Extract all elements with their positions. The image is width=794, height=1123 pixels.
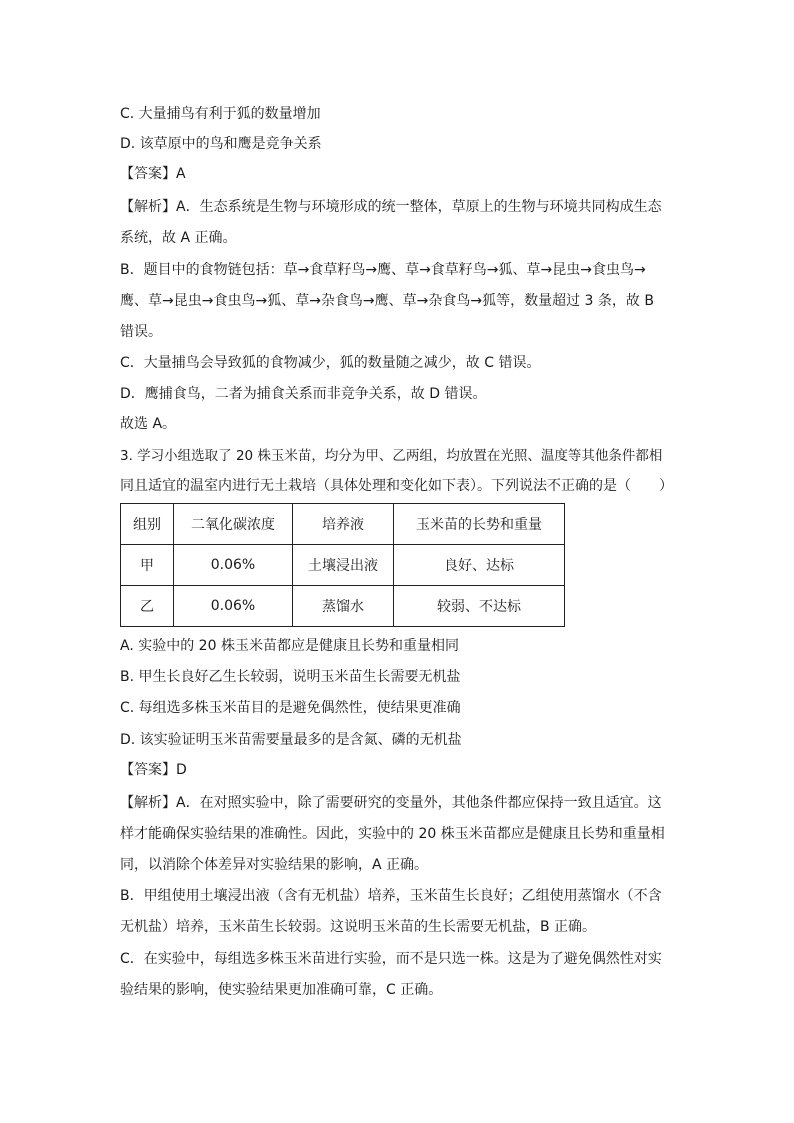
q2-analysis-a-line1: 【解析】A．生态系统是生物与环境形成的统一整体，草原上的生物与环境共同构成生态	[120, 199, 662, 215]
table-cell: 0.06%	[174, 586, 293, 627]
q3-answer: 【答案】D	[120, 762, 187, 778]
q2-analysis-d: D．鹰捕食鸟，二者为捕食关系而非竞争关系，故 D 错误。	[120, 386, 487, 402]
table-header-row	[121, 504, 565, 545]
table-cell: 乙	[121, 586, 174, 627]
q3-stem-line2: 同且适宜的温室内进行无土栽培（具体处理和变化如下表）。下列说法不正确的是（ ）	[120, 478, 673, 494]
q3-option-c: C. 每组选多株玉米苗目的是避免偶然性，使结果更准确	[120, 700, 461, 716]
q3-analysis-b-line1: B．甲组使用土壤浸出液（含有无机盐）培养，玉米苗生长良好；乙组使用蒸馏水（不含	[120, 888, 662, 904]
q2-option-c: C. 大量捕鸟有利于狐的数量增加	[120, 106, 321, 122]
q2-analysis-b-line3: 错误。	[120, 324, 162, 340]
q2-conclusion: 故选 A。	[120, 416, 177, 432]
table-row	[121, 545, 565, 586]
table-row	[121, 586, 565, 627]
table-cell: 0.06%	[174, 545, 293, 586]
table-cell: 蒸馏水	[293, 586, 394, 627]
q3-analysis-a-line3: 同，以消除个体差异对实验结果的影响，A 正确。	[120, 857, 429, 873]
table-cell: 较弱、不达标	[394, 586, 565, 627]
q2-analysis-c: C．大量捕鸟会导致狐的食物减少，狐的数量随之减少，故 C 错误。	[120, 355, 541, 371]
table-cell: 甲	[121, 545, 174, 586]
experiment-table	[120, 503, 565, 627]
q3-analysis-a-line2: 样才能确保实验结果的准确性。因此，实验中的 20 株玉米苗都应是健康且长势和重量相	[120, 826, 665, 842]
q3-analysis-a-line1: 【解析】A．在对照实验中，除了需要研究的变量外，其他条件都应保持一致且适宜。这	[120, 795, 662, 811]
q3-analysis-c-line1: C．在实验中，每组选多株玉米苗进行实验，而不是只选一株。这是为了避免偶然性对实	[120, 951, 662, 967]
table-cell: 土壤浸出液	[293, 545, 394, 586]
q2-analysis-b-line1: B．题目中的食物链包括：草→食草籽鸟→鹰、草→食草籽鸟→狐、草→昆虫→食虫鸟→	[120, 262, 646, 278]
q2-analysis-a-line2: 系统，故 A 正确。	[120, 230, 237, 246]
q2-analysis-b-line2: 鹰、草→昆虫→食虫鸟→狐、草→杂食鸟→鹰、草→杂食鸟→狐等，数量超过 3 条，故 B	[120, 293, 654, 309]
q3-option-b: B. 甲生长良好乙生长较弱，说明玉米苗生长需要无机盐	[120, 669, 461, 685]
q3-stem-line1: 3. 学习小组选取了 20 株玉米苗，均分为甲、乙两组，均放置在光照、温度等其他条件都相	[120, 448, 663, 464]
q3-analysis-c-line2: 验结果的影响，使实验结果更加准确可靠，C 正确。	[120, 982, 443, 998]
table-header-cell: 培养液	[293, 504, 394, 545]
q2-answer: 【答案】A	[120, 166, 186, 182]
table-header-cell: 玉米苗的长势和重量	[394, 504, 565, 545]
table-header-cell: 二氧化碳浓度	[174, 504, 293, 545]
q3-analysis-b-line2: 无机盐）培养，玉米苗生长较弱。这说明玉米苗的生长需要无机盐，B 正确。	[120, 919, 597, 935]
q2-option-d: D. 该草原中的鸟和鹰是竞争关系	[120, 136, 322, 152]
table-header-cell: 组别	[121, 504, 174, 545]
q3-option-a: A. 实验中的 20 株玉米苗都应是健康且长势和重量相同	[120, 638, 459, 654]
q3-option-d: D. 该实验证明玉米苗需要量最多的是含氮、磷的无机盐	[120, 732, 462, 748]
table-cell: 良好、达标	[394, 545, 565, 586]
